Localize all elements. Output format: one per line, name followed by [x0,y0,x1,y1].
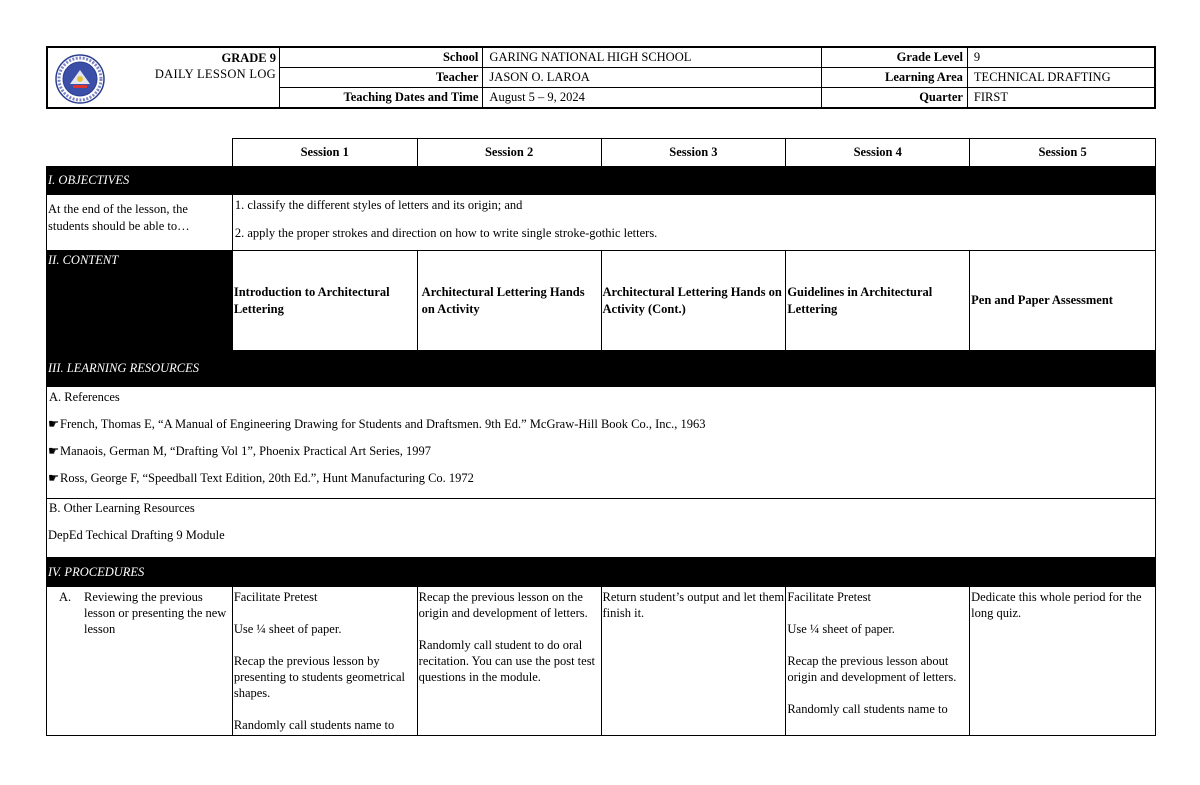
header-table [46,46,1156,109]
procedure-a-session-2: Recap the previous lesson on the origin and development of letters. Randomly call student to do oral recitation. You can use the post test questions in the module. [417,587,601,736]
session-5-header: Session 5 [970,139,1156,167]
objective-item: 1. classify the different styles of letters and its origin; and [234,198,523,212]
teacher-label: Teacher [280,68,483,88]
procedures-heading: IV. PROCEDURES [47,558,1156,587]
objective-item: 2. apply the proper strokes and direction on how to write single stroke-gothic letters. [234,226,658,240]
content-heading: II. CONTENT [47,251,233,351]
grade-level-label: Grade Level [822,47,968,68]
pointing-hand-icon: ☛ [48,471,60,485]
procedure-a-session-1: Facilitate Pretest Use ¼ sheet of paper. Recap the previous lesson by presenting to students geometrical shapes. Randomly call students name to [232,587,417,736]
objectives-heading: I. OBJECTIVES [47,167,1156,195]
procedure-a-session-3: Return student’s output and let them finish it. [601,587,786,736]
content-topic-3: Architectural Lettering Hands on Activity (Cont.) [601,251,786,351]
procedure-a-session-5: Dedicate this whole period for the long quiz. [970,587,1156,736]
grade-level-value: 9 [967,47,1155,68]
teacher-value: JASON O. LAROA [483,68,822,88]
reference-item: ☛Ross, George F, “Speedball Text Edition, 20th Ed.”, Hunt Manufacturing Co. 1972 [48,471,474,485]
other-resources-cell [47,499,1156,558]
references-label: A. References [49,390,120,404]
resources-heading: III. LEARNING RESOURCES [47,351,1156,387]
lesson-log-table [46,138,1156,736]
blank-corner [47,139,233,167]
procedure-letter: A. [59,590,72,604]
content-topic-4: Guidelines in Architectural Lettering [786,251,970,351]
session-1-header: Session 1 [232,139,417,167]
reference-item: ☛French, Thomas E, “A Manual of Engineering Drawing for Students and Draftsmen. 9th Ed.” McGraw-Hill Book Co., Inc., 1963 [48,417,706,431]
reference-item: ☛Manaois, German M, “Drafting Vol 1”, Phoenix Practical Art Series, 1997 [48,444,431,458]
doc-title: DAILY LESSON LOG [154,67,276,81]
school-label: School [280,47,483,68]
dates-label: Teaching Dates and Time [280,88,483,109]
learning-area-value: TECHNICAL DRAFTING [967,68,1155,88]
procedure-a-label [47,587,233,736]
quarter-label: Quarter [822,88,968,109]
references-cell [47,387,1156,499]
dates-value: August 5 – 9, 2024 [483,88,822,109]
content-topic-2: Architectural Lettering Hands on Activity [417,251,601,351]
school-value: GARING NATIONAL HIGH SCHOOL [483,47,822,68]
objectives-list [232,195,1155,251]
pointing-hand-icon: ☛ [48,444,60,458]
procedure-a-session-4: Facilitate Pretest Use ¼ sheet of paper. Recap the previous lesson about origin and development of letters. Randomly call students name to [786,587,970,736]
session-4-header: Session 4 [786,139,970,167]
quarter-value: FIRST [967,88,1155,109]
session-2-header: Session 2 [417,139,601,167]
session-3-header: Session 3 [601,139,786,167]
objectives-intro: At the end of the lesson, the students should be able to… [47,195,233,251]
other-resources-label: B. Other Learning Resources [49,501,195,515]
other-resource-item: DepEd Techical Drafting 9 Module [48,528,225,542]
content-topic-1: Introduction to Architectural Lettering [232,251,417,351]
content-topic-5: Pen and Paper Assessment [970,251,1156,351]
logo-cell [47,47,280,108]
pointing-hand-icon: ☛ [48,417,60,431]
learning-area-label: Learning Area [822,68,968,88]
grade-title: GRADE 9 [221,51,276,65]
procedure-title: Reviewing the previous lesson or presenting the new lesson [84,590,227,636]
